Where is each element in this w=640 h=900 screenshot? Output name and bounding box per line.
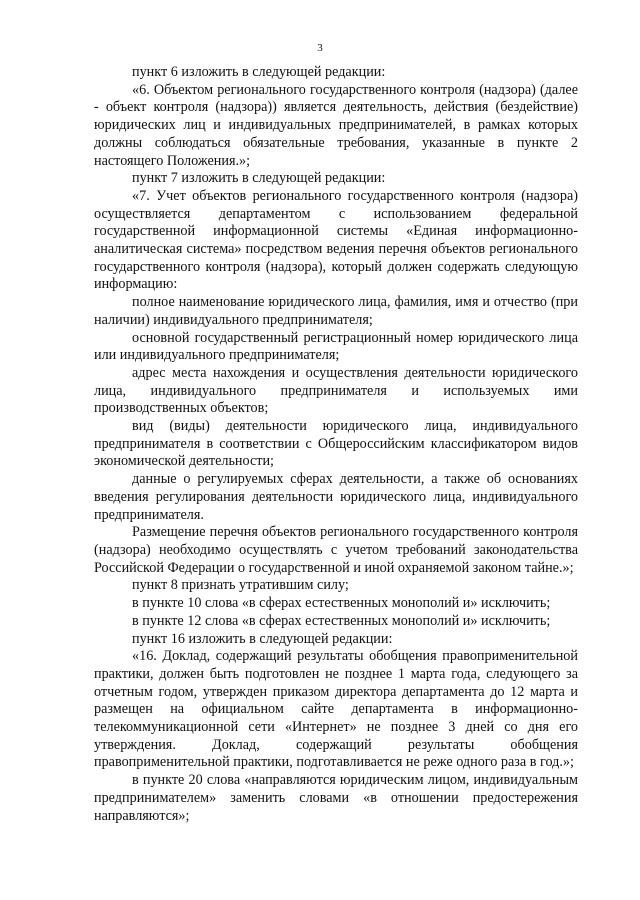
paragraph-list-activity: вид (виды) деятельности юридического лица, индивидуального предпринимателя в соответствии с Общероссийским классификатором видов экономической деятельности;	[94, 418, 578, 470]
paragraph-item-10: в пункте 10 слова «в сферах естественных монополий и» исключить;	[132, 595, 551, 612]
paragraph-item-12: в пункте 12 слова «в сферах естественных монополий и» исключить;	[132, 612, 551, 629]
paragraph-list-address: адрес места нахождения и осуществления деятельности юридического лица, индивидуального предпринимателя и используемых ими производственных объектов;	[94, 364, 578, 417]
paragraph-item-6-text: «6. Объектом регионального государственного контроля (надзора) (далее - объект контроля (надзора)) является деятельность, действия (бездействие) юридических лиц и индивидуальных предпринимателей, в рамках которых должны соблюдаться обязательные требования, указанные в пункте 2 настоящего Положения.»;	[94, 81, 578, 169]
paragraph-placement: Размещение перечня объектов регионального государственного контроля (надзора) необходимо осуществлять с учетом требований законодательства Российской Федерации о государственной и иной охраняемой законом тайне.»;	[94, 524, 578, 576]
paragraph-list-ogrn: основной государственный регистрационный номер юридического лица или индивидуального предпринимателя;	[94, 329, 578, 364]
paragraph-item-16-intro: пункт 16 изложить в следующей редакции:	[132, 630, 393, 647]
paragraph-item-16-text: «16. Доклад, содержащий результаты обобщения правоприменительной практики, должен быть подготовлен не позднее 1 марта года, следующего за отчетным годом, утвержден приказом директора департамента до 12 марта и размещен на официальном сайте департамента в информационно-телекоммуникационной сети «Интернет» не позднее 3 дней со дня его утверждения. Доклад, содержащий результаты обобщения правоприменительной практики, подготавливается не реже одного раза в год.»;	[94, 648, 578, 771]
paragraph-item-7-text: «7. Учет объектов регионального государственного контроля (надзора) осуществляется департаментом с использованием федеральной государственной информационной системы «Единая информационно-аналитическая система» посредством ведения перечня объектов регионального государственного контроля (надзора), который должен содержать следующую информацию:	[94, 187, 578, 293]
paragraph-list-name: полное наименование юридического лица, фамилия, имя и отчество (при наличии) индивидуального предпринимателя;	[94, 294, 578, 328]
document-body	[94, 64, 578, 825]
paragraph-item-6-intro: пункт 6 изложить в следующей редакции:	[132, 64, 386, 80]
page-number: 3	[317, 42, 323, 54]
paragraph-item-7-intro: пункт 7 изложить в следующей редакции:	[132, 170, 386, 187]
paragraph-item-8: пункт 8 признать утратившим силу;	[132, 577, 349, 594]
paragraph-list-regulation: данные о регулируемых сферах деятельности, а также об основаниях введения регулирования деятельности юридического лица, индивидуального предпринимателя.	[94, 471, 578, 523]
paragraph-item-20: в пункте 20 слова «направляются юридическим лицом, индивидуальным предпринимателем» заменить словами «в отношении предостережения направляются»;	[94, 772, 578, 824]
